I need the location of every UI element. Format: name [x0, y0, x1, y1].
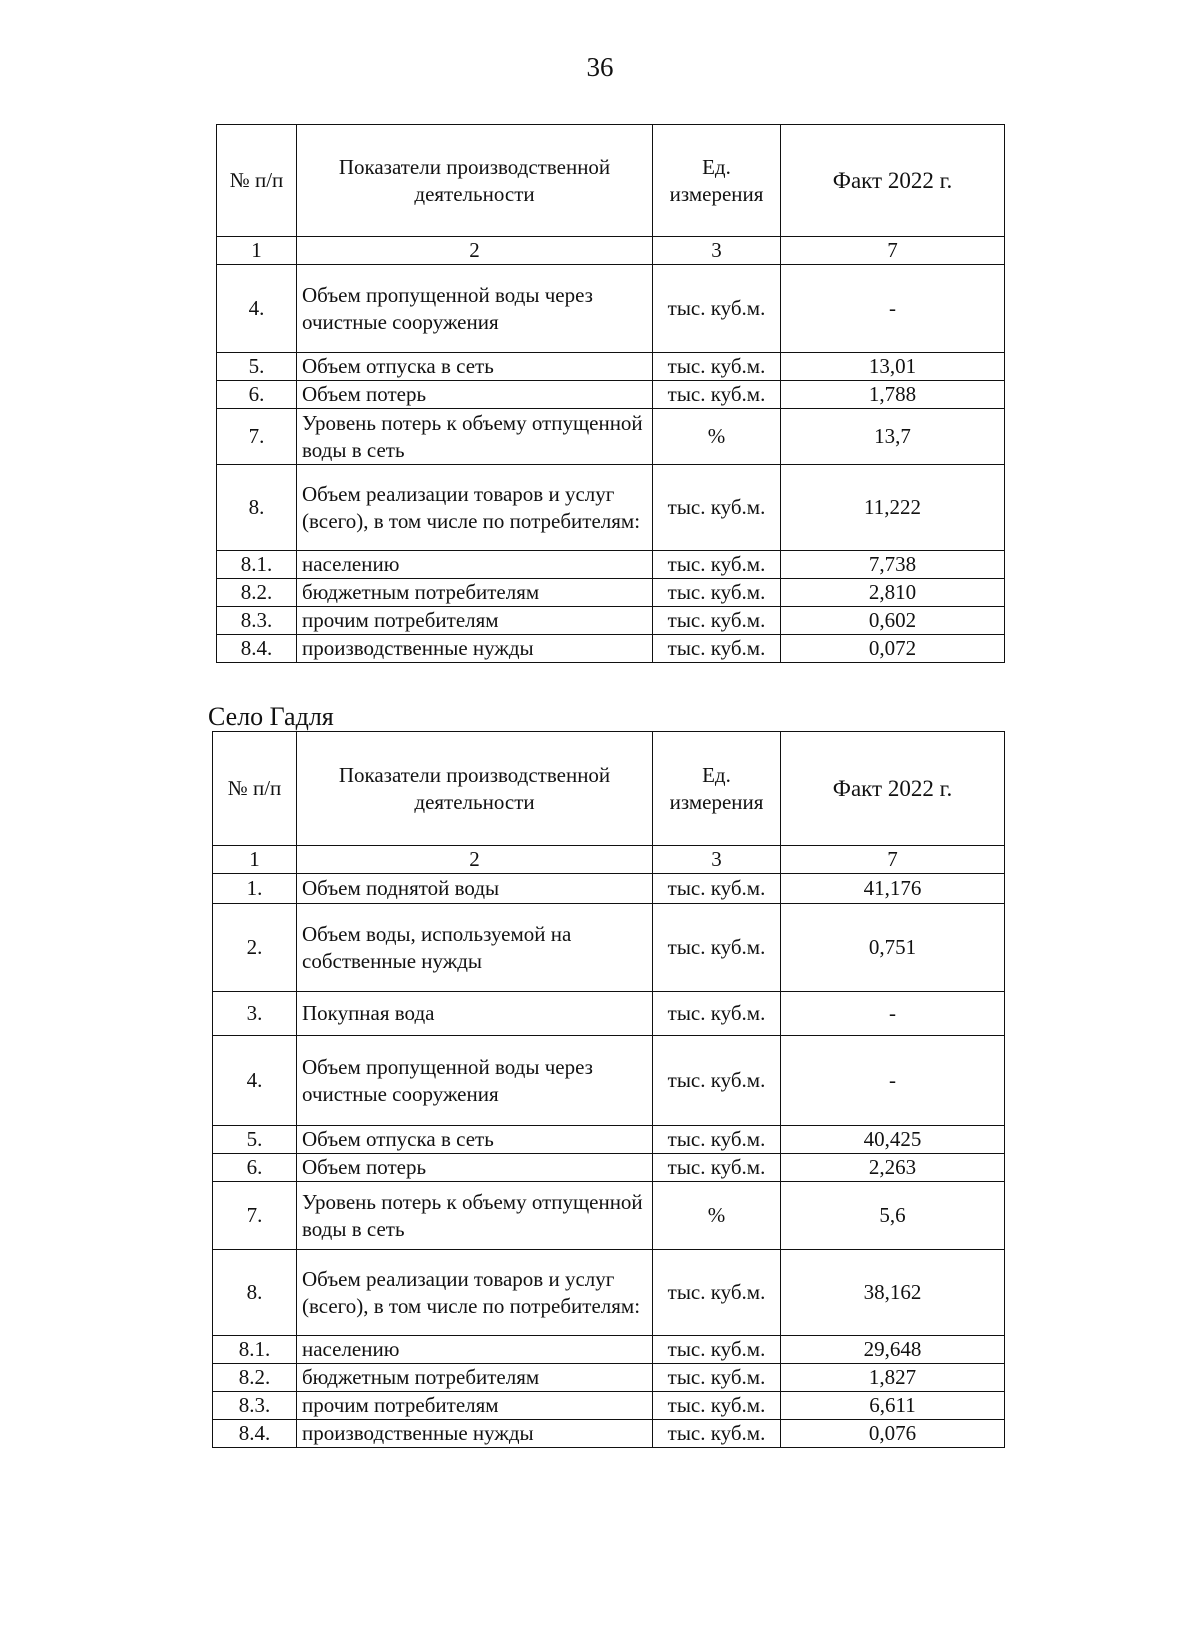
header-unit: Ед. измерения: [653, 732, 781, 846]
table-row: [217, 579, 1005, 607]
row-unit: тыс. куб.м.: [653, 904, 781, 992]
row-unit: тыс. куб.м.: [653, 1126, 781, 1154]
table-row: [217, 265, 1005, 353]
row-indicator: Объем реализации товаров и услуг (всего), в том числе по потребителям:: [297, 465, 653, 551]
row-indicator: Объем потерь: [297, 381, 653, 409]
row-unit: тыс. куб.м.: [653, 465, 781, 551]
table-row: [217, 409, 1005, 465]
row-value: 0,076: [781, 1420, 1005, 1448]
row-num: 7.: [217, 409, 297, 465]
row-num: 8.3.: [217, 607, 297, 635]
indicators-table-2: [212, 731, 1005, 1448]
row-num: 8.2.: [213, 1364, 297, 1392]
header-fact: Факт 2022 г.: [781, 125, 1005, 237]
row-num: 6.: [213, 1154, 297, 1182]
col-number: 2: [297, 237, 653, 265]
row-value: 0,751: [781, 904, 1005, 992]
col-number: 7: [781, 237, 1005, 265]
row-num: 8.3.: [213, 1392, 297, 1420]
table-row: [213, 992, 1005, 1036]
table-row: [217, 607, 1005, 635]
table-row: [213, 1364, 1005, 1392]
column-number-row: [217, 237, 1005, 265]
table-row: [213, 1036, 1005, 1126]
row-indicator: Уровень потерь к объему отпущенной воды в сеть: [297, 1182, 653, 1250]
row-value: 7,738: [781, 551, 1005, 579]
header-fact: Факт 2022 г.: [781, 732, 1005, 846]
row-unit: тыс. куб.м.: [653, 1250, 781, 1336]
row-unit: тыс. куб.м.: [653, 579, 781, 607]
table-row: [213, 1250, 1005, 1336]
row-num: 5.: [217, 353, 297, 381]
row-value: 41,176: [781, 874, 1005, 904]
col-number: 1: [217, 237, 297, 265]
col-number: 3: [653, 846, 781, 874]
row-unit: тыс. куб.м.: [653, 635, 781, 663]
row-num: 6.: [217, 381, 297, 409]
header-unit: Ед. измерения: [653, 125, 781, 237]
row-value: 6,611: [781, 1392, 1005, 1420]
row-value: -: [781, 1036, 1005, 1126]
row-value: 11,222: [781, 465, 1005, 551]
indicators-table-1: [216, 124, 1005, 663]
row-unit: тыс. куб.м.: [653, 353, 781, 381]
table-row: [213, 1336, 1005, 1364]
table-row: [213, 874, 1005, 904]
table-row: [213, 1420, 1005, 1448]
row-indicator: бюджетным потребителям: [297, 579, 653, 607]
row-value: 13,7: [781, 409, 1005, 465]
row-num: 8.2.: [217, 579, 297, 607]
row-unit: тыс. куб.м.: [653, 992, 781, 1036]
row-value: 38,162: [781, 1250, 1005, 1336]
row-unit: %: [653, 1182, 781, 1250]
row-indicator: Объем пропущенной воды через очистные сооружения: [297, 1036, 653, 1126]
table-row: [217, 381, 1005, 409]
table-row: [217, 465, 1005, 551]
column-number-row: [213, 846, 1005, 874]
row-value: 13,01: [781, 353, 1005, 381]
row-indicator: производственные нужды: [297, 635, 653, 663]
row-num: 4.: [213, 1036, 297, 1126]
row-num: 3.: [213, 992, 297, 1036]
table-row: [213, 904, 1005, 992]
table-row: [213, 1154, 1005, 1182]
row-indicator: населению: [297, 1336, 653, 1364]
row-unit: %: [653, 409, 781, 465]
row-unit: тыс. куб.м.: [653, 1392, 781, 1420]
row-unit: тыс. куб.м.: [653, 1154, 781, 1182]
row-num: 8.1.: [217, 551, 297, 579]
row-indicator: Объем отпуска в сеть: [297, 353, 653, 381]
row-value: -: [781, 992, 1005, 1036]
row-unit: тыс. куб.м.: [653, 607, 781, 635]
row-indicator: Покупная вода: [297, 992, 653, 1036]
header-indicator: Показатели производственной деятельности: [297, 732, 653, 846]
table-row: [213, 1392, 1005, 1420]
table-row: [217, 635, 1005, 663]
row-num: 8.: [217, 465, 297, 551]
row-indicator: производственные нужды: [297, 1420, 653, 1448]
row-value: 0,602: [781, 607, 1005, 635]
table-row: [213, 1126, 1005, 1154]
row-num: 8.: [213, 1250, 297, 1336]
row-indicator: Объем воды, используемой на собственные нужды: [297, 904, 653, 992]
row-num: 1.: [213, 874, 297, 904]
row-indicator: Уровень потерь к объему отпущенной воды в сеть: [297, 409, 653, 465]
section-title: Село Гадля: [208, 702, 334, 731]
row-indicator: населению: [297, 551, 653, 579]
row-value: 2,263: [781, 1154, 1005, 1182]
row-num: 8.4.: [217, 635, 297, 663]
row-num: 8.1.: [213, 1336, 297, 1364]
row-indicator: прочим потребителям: [297, 607, 653, 635]
row-num: 5.: [213, 1126, 297, 1154]
row-indicator: Объем отпуска в сеть: [297, 1126, 653, 1154]
row-indicator: прочим потребителям: [297, 1392, 653, 1420]
row-unit: тыс. куб.м.: [653, 381, 781, 409]
row-unit: тыс. куб.м.: [653, 265, 781, 353]
row-num: 7.: [213, 1182, 297, 1250]
row-value: -: [781, 265, 1005, 353]
row-indicator: Объем поднятой воды: [297, 874, 653, 904]
header-num: № п/п: [217, 125, 297, 237]
row-num: 8.4.: [213, 1420, 297, 1448]
row-unit: тыс. куб.м.: [653, 1364, 781, 1392]
row-unit: тыс. куб.м.: [653, 874, 781, 904]
row-value: 29,648: [781, 1336, 1005, 1364]
table-row: [217, 353, 1005, 381]
col-number: 3: [653, 237, 781, 265]
row-num: 4.: [217, 265, 297, 353]
row-value: 40,425: [781, 1126, 1005, 1154]
row-indicator: Объем пропущенной воды через очистные сооружения: [297, 265, 653, 353]
row-value: 5,6: [781, 1182, 1005, 1250]
row-unit: тыс. куб.м.: [653, 1036, 781, 1126]
row-num: 2.: [213, 904, 297, 992]
row-value: 1,788: [781, 381, 1005, 409]
row-value: 2,810: [781, 579, 1005, 607]
page-number: 36: [586, 52, 614, 82]
row-unit: тыс. куб.м.: [653, 1420, 781, 1448]
col-number: 2: [297, 846, 653, 874]
row-value: 1,827: [781, 1364, 1005, 1392]
row-indicator: Объем потерь: [297, 1154, 653, 1182]
table-row: [213, 1182, 1005, 1250]
col-number: 7: [781, 846, 1005, 874]
row-unit: тыс. куб.м.: [653, 551, 781, 579]
table-header-row: [217, 125, 1005, 237]
row-value: 0,072: [781, 635, 1005, 663]
row-unit: тыс. куб.м.: [653, 1336, 781, 1364]
table-header-row: [213, 732, 1005, 846]
row-indicator: бюджетным потребителям: [297, 1364, 653, 1392]
col-number: 1: [213, 846, 297, 874]
table-row: [217, 551, 1005, 579]
row-indicator: Объем реализации товаров и услуг (всего), в том числе по потребителям:: [297, 1250, 653, 1336]
header-num: № п/п: [213, 732, 297, 846]
header-indicator: Показатели производственной деятельности: [297, 125, 653, 237]
